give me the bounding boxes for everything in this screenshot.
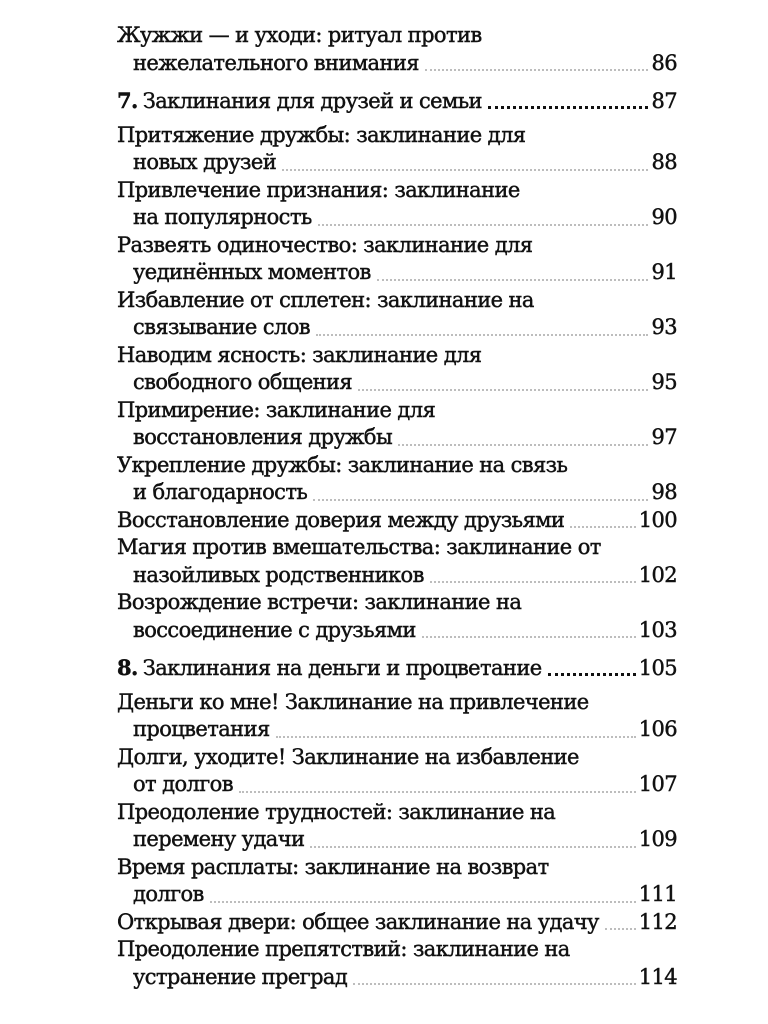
- toc-entry-title: Восстановление доверия между друзьями: [117, 507, 565, 532]
- toc-entry[interactable]: [117, 744, 677, 799]
- toc-entry-title-cont: устранение преград: [133, 964, 348, 989]
- toc-entry[interactable]: [117, 342, 677, 397]
- toc-entry-title: Развеять одиночество: заклинание для: [117, 232, 533, 257]
- toc-entry-title: Преодоление трудностей: заклинание на: [117, 799, 556, 824]
- toc-entry[interactable]: [117, 507, 677, 535]
- page-number: 93: [651, 315, 677, 339]
- toc-entry-title: Долги, уходите! Заклинание на избавление: [117, 744, 579, 769]
- page-number: 95: [651, 370, 677, 394]
- page-number: 87: [651, 89, 677, 113]
- dot-leader: [570, 526, 635, 528]
- page-number: 86: [651, 50, 677, 75]
- page-number: 102: [638, 562, 677, 587]
- dot-leader: [425, 69, 649, 71]
- toc-entry[interactable]: [117, 232, 677, 287]
- toc-entry-title-cont: назойливых родственников: [133, 562, 424, 587]
- toc-entry-title-cont: свободного общения: [133, 370, 353, 394]
- page-number: 97: [651, 425, 677, 449]
- dot-leader: [430, 581, 636, 583]
- dot-leader: [276, 736, 636, 738]
- toc-entry-title: Притяжение дружбы: заклинание для: [117, 122, 526, 147]
- dot-leader: [239, 791, 636, 793]
- toc-entry-title-cont: новых друзей: [133, 150, 277, 174]
- toc-entry-title: Время расплаты: заклинание на возврат: [117, 854, 549, 879]
- chapter-title: Заклинания для друзей и семьи: [142, 89, 482, 113]
- toc-entry-title: Преодоление препятствий: заклинание на: [117, 937, 570, 961]
- toc-entry[interactable]: [117, 589, 677, 644]
- toc-chapter-8[interactable]: [117, 654, 677, 682]
- toc-entry-title-cont: и благодарность: [133, 480, 308, 504]
- dot-leader: [282, 169, 648, 171]
- toc-entry[interactable]: [117, 397, 677, 452]
- toc-entry[interactable]: [117, 22, 677, 77]
- toc-entry-title: Избавление от сплетен: заклинание на: [117, 287, 534, 312]
- toc-entry-title-cont: процветания: [133, 717, 270, 741]
- toc-entry-title-cont: от долгов: [133, 772, 233, 796]
- dot-leader: [316, 334, 648, 336]
- toc-entry-title: Укрепление дружбы: заклинание на связь: [117, 452, 568, 477]
- toc-entry[interactable]: [117, 534, 677, 589]
- toc-entry-title-cont: нежелательного внимания: [133, 50, 419, 75]
- toc-entry-title-cont: на популярность: [133, 205, 312, 229]
- dot-leader: [358, 389, 648, 391]
- toc-entry-title: Примирение: заклинание для: [117, 397, 436, 422]
- page-number: 109: [638, 827, 677, 851]
- page-number: 88: [651, 150, 677, 174]
- dot-leader: [548, 673, 636, 676]
- toc-entry-title-cont: воссоединение с друзьями: [133, 617, 416, 642]
- page-number: 112: [638, 909, 677, 934]
- toc-entry[interactable]: [117, 452, 677, 507]
- toc-entry[interactable]: [117, 287, 677, 342]
- toc-entry-title-cont: связывание слов: [133, 315, 311, 339]
- page-number: 105: [638, 656, 677, 680]
- dot-leader: [313, 499, 648, 501]
- toc-entry[interactable]: [117, 177, 677, 232]
- toc-entry-title: Наводим ясность: заклинание для: [117, 342, 482, 367]
- toc-entry[interactable]: [117, 854, 677, 909]
- table-of-contents: [117, 22, 677, 991]
- toc-entry-title: Возрождение встречи: заклинание на: [117, 590, 522, 614]
- toc-entry[interactable]: [117, 122, 677, 177]
- page-number: 98: [651, 480, 677, 504]
- toc-entry-title-cont: перемену удачи: [133, 827, 305, 851]
- toc-entry-title-cont: долгов: [133, 882, 204, 906]
- chapter-title: Заклинания на деньги и процветание: [142, 656, 542, 680]
- page-number: 106: [638, 717, 677, 741]
- toc-entry-title: Открывая двери: общее заклинание на удачу: [117, 909, 599, 934]
- toc-entry[interactable]: [117, 689, 677, 744]
- page-number: 90: [651, 205, 677, 229]
- dot-leader: [210, 901, 636, 903]
- page-number: 103: [638, 617, 677, 642]
- page-number: 100: [638, 507, 677, 532]
- page-number: 114: [638, 964, 677, 989]
- dot-leader: [353, 983, 636, 985]
- toc-entry-title-cont: уединённых моментов: [133, 260, 371, 284]
- dot-leader: [422, 636, 636, 638]
- dot-leader: [310, 846, 635, 848]
- toc-entry[interactable]: [117, 936, 677, 991]
- toc-entry-title: Магия против вмешательства: заклинание от: [117, 535, 601, 559]
- dot-leader: [318, 224, 649, 226]
- toc-entry-title: Привлечение признания: заклинание: [117, 177, 520, 202]
- dot-leader: [488, 106, 649, 109]
- chapter-number: 7.: [117, 88, 138, 113]
- toc-entry-title-cont: восстановления дружбы: [133, 425, 393, 449]
- chapter-number: 8.: [117, 655, 138, 680]
- toc-chapter-7[interactable]: [117, 87, 677, 115]
- toc-entry[interactable]: [117, 909, 677, 937]
- page-number: 91: [651, 260, 677, 284]
- page-number: 107: [638, 772, 677, 796]
- dot-leader: [377, 279, 649, 281]
- toc-entry-title: Жужжи — и уходи: ритуал против: [117, 23, 482, 47]
- dot-leader: [398, 444, 648, 446]
- page-number: 111: [638, 882, 677, 906]
- dot-leader: [605, 928, 636, 930]
- toc-entry[interactable]: [117, 799, 677, 854]
- toc-entry-title: Деньги ко мне! Заклинание на привлечение: [117, 689, 589, 714]
